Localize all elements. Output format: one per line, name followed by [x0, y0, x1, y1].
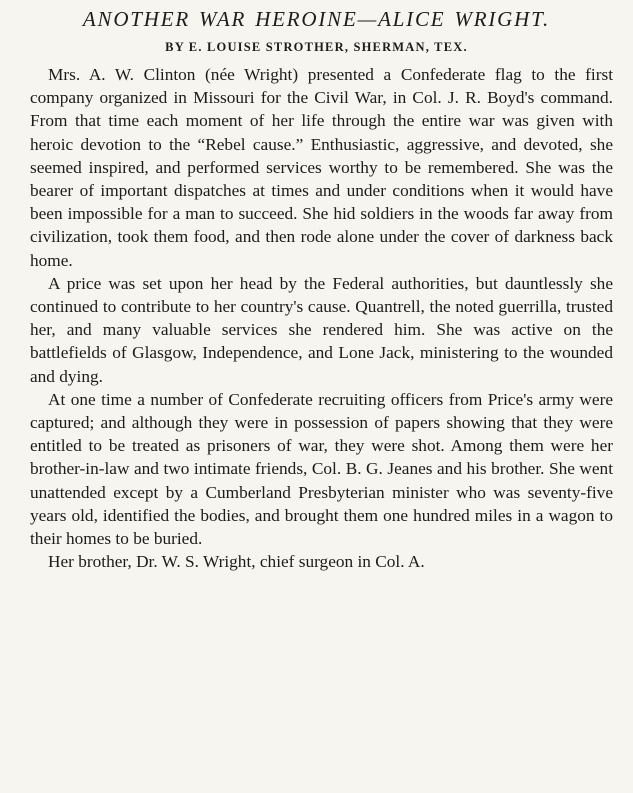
- paragraph: A price was set upon her head by the Federal authorities, but dauntlessly she continued to contribute to her country's cause. Quantrell, the noted guerrilla, trusted her, and many valuable services she rendered him. She was active on the battlefields of Glasgow, Independence, and Lone Jack, ministering to the wounded and dying.: [30, 273, 613, 386]
- article-title: ANOTHER WAR HEROINE—ALICE WRIGHT.: [82, 7, 551, 31]
- article-byline: BY E. LOUISE STROTHER, SHERMAN, TEX.: [165, 40, 468, 54]
- paragraph: Mrs. A. W. Clinton (née Wright) presented a Confederate flag to the first company organized in Missouri for the Civil War, in Col. J. R. Boyd's command. From that time each moment of her life through the entire war was given with heroic devotion to the “Rebel cause.” Enthusiastic, aggressive, and devoted, she seemed inspired, and performed services worthy to be remembered. She was the bearer of important dispatches at times and under conditions when it would have been impossible for a man to succeed. She hid soldiers in the woods far away from civilization, took them food, and then rode alone under the cover of darkness back home.: [30, 65, 613, 270]
- paragraph: At one time a number of Confederate recruiting officers from Price's army were captured; and although they were in possession of papers showing that they were entitled to be treated as prisoners of war, they were shot. Among them were her brother-in-law and two intimate friends, Col. B. G. Jeanes and his brother. She went unattended except by a Cumberland Presbyterian minister who was seventy-five years old, identified the bodies, and brought them one hundred miles in a wagon to their homes to be buried.: [30, 389, 613, 549]
- paragraph: Her brother, Dr. W. S. Wright, chief surgeon in Col. A.: [48, 552, 425, 572]
- article-body: [30, 63, 613, 573]
